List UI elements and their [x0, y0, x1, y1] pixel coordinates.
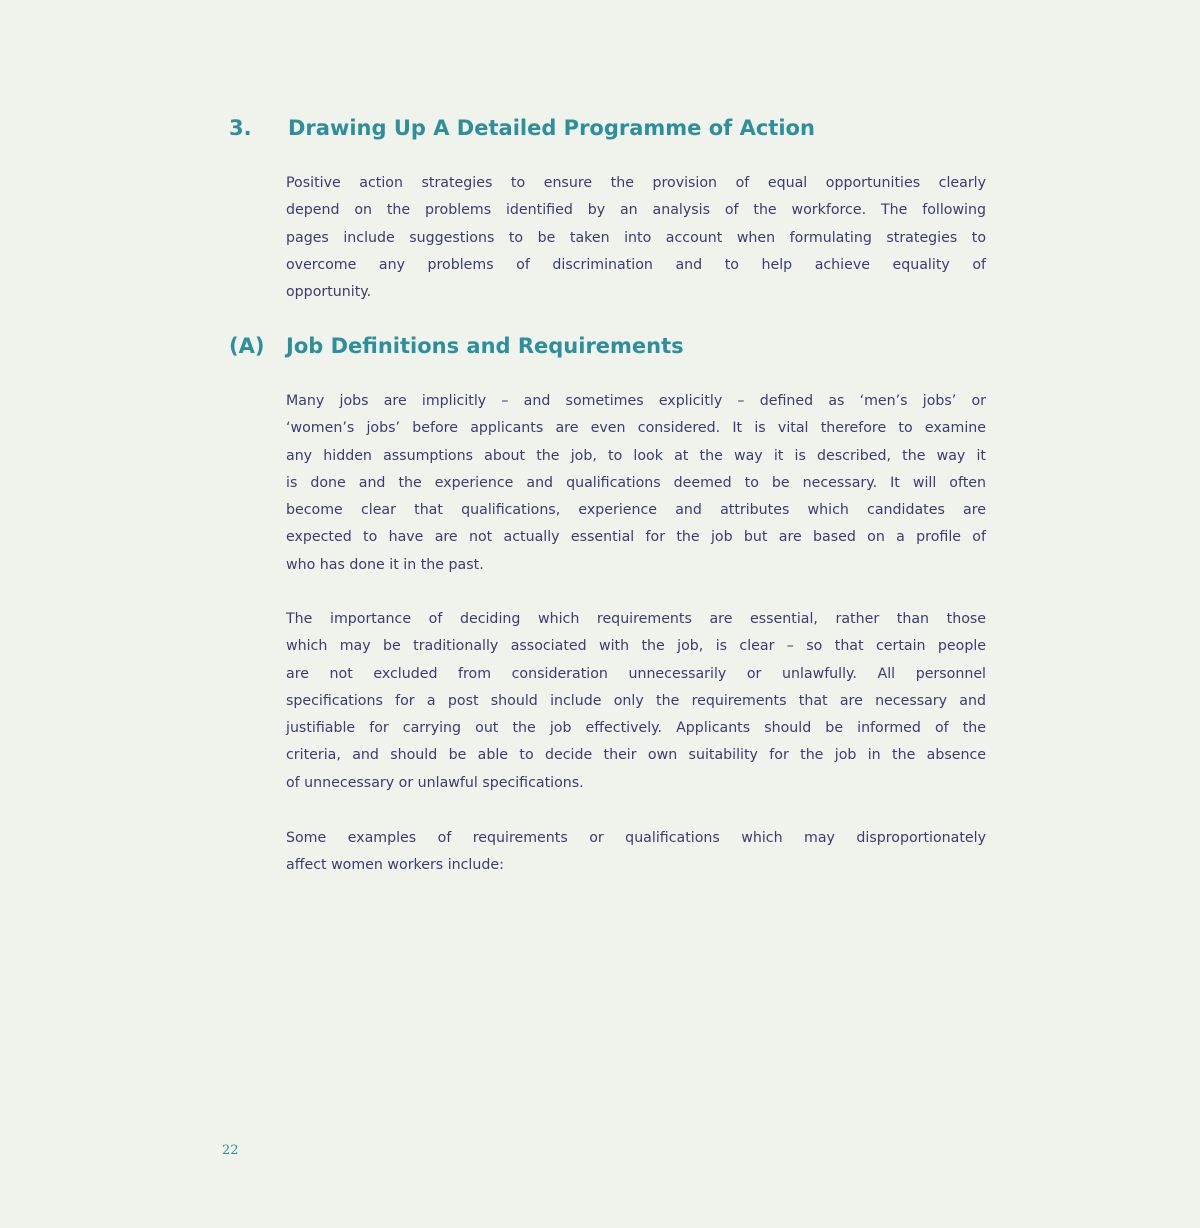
paragraph-line: is done and the experience and qualifications deemed to be necessary. It will often: [286, 474, 986, 491]
paragraph-line: expected to have are not actually essential for the job but are based on a profile of: [286, 529, 986, 546]
paragraph-line: of unnecessary or unlawful specifications.: [286, 774, 584, 791]
paragraph-line: criteria, and should be able to decide their own suitability for the job in the absence: [286, 747, 986, 764]
subsection-title: Job Definitions and Requirements: [286, 334, 684, 358]
section-heading: [229, 113, 929, 143]
paragraph-line: are not excluded from consideration unnecessarily or unlawfully. All personnel: [286, 665, 986, 682]
body-paragraph: [286, 388, 986, 579]
subsection-label: (A): [229, 334, 265, 358]
section-title: Drawing Up A Detailed Programme of Action: [288, 116, 815, 140]
paragraph-line: affect women workers include:: [286, 857, 504, 874]
paragraph-line: become clear that qualifications, experience and attributes which candidates are: [286, 502, 986, 519]
paragraph-line: who has done it in the past.: [286, 556, 484, 573]
section-number: 3.: [229, 116, 252, 140]
paragraph-line: opportunity.: [286, 284, 372, 301]
subsection-heading: [229, 331, 929, 361]
paragraph-line: pages include suggestions to be taken into account when formulating strategies to: [286, 229, 986, 246]
paragraph-line: Some examples of requirements or qualifications which may disproportionately: [286, 830, 986, 846]
paragraph-line: depend on the problems identified by an analysis of the workforce. The following: [286, 202, 986, 219]
paragraph-line: Many jobs are implicitly – and sometimes explicitly – defined as ‘men’s jobs’ or: [286, 393, 986, 409]
intro-paragraph: [286, 170, 986, 306]
paragraph-line: ‘women’s jobs’ before applicants are even considered. It is vital therefore to examine: [286, 420, 986, 437]
paragraph-line: justifiable for carrying out the job effectively. Applicants should be informed of the: [286, 720, 986, 737]
paragraph-line: The importance of deciding which requirements are essential, rather than those: [286, 611, 986, 627]
body-paragraph: [286, 825, 986, 880]
page-number: 22: [222, 1143, 239, 1158]
paragraph-line: overcome any problems of discrimination and to help achieve equality of: [286, 256, 986, 273]
paragraph-line: which may be traditionally associated with the job, is clear – so that certain people: [286, 638, 986, 655]
body-paragraph: [286, 606, 986, 797]
paragraph-line: any hidden assumptions about the job, to look at the way it is described, the way it: [286, 447, 986, 464]
paragraph-line: Positive action strategies to ensure the provision of equal opportunities clearly: [286, 175, 986, 191]
paragraph-line: specifications for a post should include only the requirements that are necessary and: [286, 692, 986, 709]
